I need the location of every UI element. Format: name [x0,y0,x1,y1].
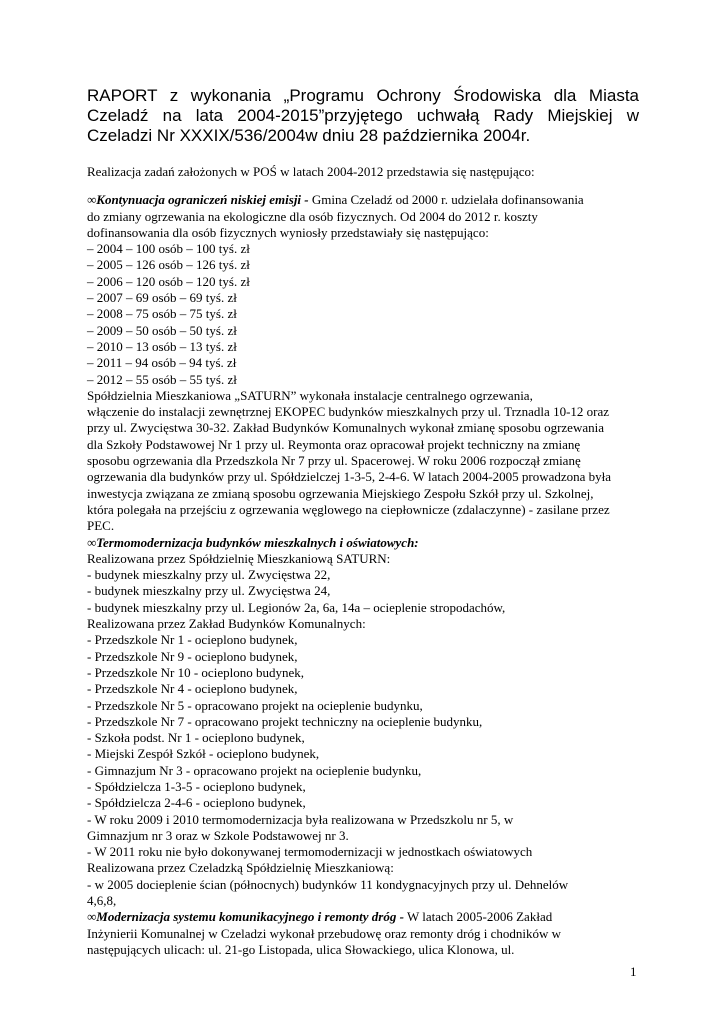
section-2-line: - Gimnazjum Nr 3 - opracowano projekt na ocieplenie budynku, [87,762,422,778]
saturn-paragraph-line: PEC. [87,518,115,534]
section-1-heading: ∞Kontynuacja ograniczeń niskiej emisji - [87,192,309,208]
section-2-line: - budynek mieszkalny przy ul. Legionów 2a, 6a, 14a – ocieplenie stropodachów, [87,599,506,615]
report-title [87,86,639,146]
section-2-line: - Spółdzielcza 2-4-6 - ocieplono budynek, [87,795,306,811]
section-2-line: - Przedszkole Nr 10 - ocieplono budynek, [87,664,304,680]
section-2-line: - Przedszkole Nr 4 - ocieplono budynek, [87,681,298,697]
section-3-first-line [87,909,647,925]
funding-item: – 2008 – 75 osób – 75 tyś. zł [87,306,237,322]
funding-item: – 2009 – 50 osób – 50 tyś. zł [87,322,237,338]
section-3-heading: ∞Modernizacja systemu komunikacyjnego i remonty dróg - [87,909,404,925]
section-2-line: - W 2011 roku nie było dokonywanej termomodernizacji w jednostkach oświatowych [87,844,533,860]
section-2-line: - Przedszkole Nr 1 - ocieplono budynek, [87,632,298,648]
section-2-heading: ∞Termomodernizacja budynków mieszkalnych i oświatowych: [87,534,419,550]
funding-item: – 2010 – 13 osób – 13 tyś. zł [87,338,237,354]
section-2-line: 4,6,8, [87,893,117,909]
funding-item: – 2005 – 126 osób – 126 tyś. zł [87,257,250,273]
title-line-2: Czeladź na lata 2004-2015”przyjętego uchwałą Rady Miejskiej w [87,106,639,125]
section-1-line-2: do zmiany ogrzewania na ekologiczne dla osób fizycznych. Od 2004 do 2012 r. koszty [87,208,538,224]
funding-item: – 2004 – 100 osób – 100 tyś. zł [87,241,250,257]
section-2-line: - W roku 2009 i 2010 termomodernizacja była realizowana w Przedszkolu nr 5, w [87,811,514,827]
saturn-paragraph-line: która polegała na przejściu z ogrzewania węglowego na ciepłownicze (zdalaczynne) - zasilane przez [87,501,610,517]
saturn-paragraph-line: włączenie do instalacji zewnętrznej EKOPEC budynków mieszkalnych przy ul. Trznadla 10-12 oraz [87,404,610,420]
section-2-line: Realizowana przez Zakład Budynków Komunalnych: [87,616,366,632]
funding-item: – 2011 – 94 osób – 94 tyś. zł [87,355,237,371]
title-line-1: RAPORT z wykonania „Programu Ochrony Środowiska dla Miasta [87,86,639,105]
section-2-line: - budynek mieszkalny przy ul. Zwycięstwa 24, [87,583,331,599]
title-line-3: Czeladzi Nr XXXIX/536/2004w dniu 28 października 2004r. [87,126,531,145]
section-2-line: - Przedszkole Nr 7 - opracowano projekt techniczny na ocieplenie budynku, [87,713,483,729]
section-2-line: - Miejski Zespół Szkół - ocieplono budynek, [87,746,320,762]
section-3-line: następujących ulicach: ul. 21-go Listopada, ulica Słowackiego, ulica Klonowa, ul. [87,941,515,957]
section-1-line-3: dofinansowania dla osób fizycznych wyniosły przedstawiały się następująco: [87,224,489,240]
section-2-line: - w 2005 docieplenie ścian (północnych) budynków 11 kondygnacyjnych przy ul. Dehnelów [87,876,569,892]
section-2-line: - Szkoła podst. Nr 1 - ocieplono budynek, [87,730,305,746]
saturn-paragraph-line: dla Szkoły Podstawowej Nr 1 przy ul. Reymonta oraz opracował projekt techniczny na zmianę [87,436,581,452]
page-number: 1 [630,964,637,979]
funding-item: – 2006 – 120 osób – 120 tyś. zł [87,273,250,289]
intro-paragraph: Realizacja zadań założonych w POŚ w latach 2004-2012 przedstawia się następująco: [87,164,535,179]
funding-item: – 2012 – 55 osób – 55 tyś. zł [87,371,237,387]
funding-item: – 2007 – 69 osób – 69 tyś. zł [87,290,237,306]
saturn-paragraph-line: inwestycja związana ze zmianą sposobu ogrzewania Miejskiego Zespołu Szkół przy ul. Szkolnej, [87,485,594,501]
saturn-paragraph-line: ogrzewania dla budynków przy ul. Spółdzielczej 1-3-5, 2-4-6. W latach 2004-2005 prowadzona była [87,469,612,485]
section-1-line-1-text: Gmina Czeladź od 2000 r. udzielała dofinansowania [308,192,584,208]
section-2-line: - budynek mieszkalny przy ul. Zwycięstwa 22, [87,567,331,583]
report-body [87,164,647,958]
saturn-paragraph-line: Spółdzielnia Mieszkaniowa „SATURN” wykonała instalacje centralnego ogrzewania, [87,387,533,403]
section-3-line-1-text: W latach 2005-2006 Zakład [403,909,553,925]
section-3-line: Inżynierii Komunalnej w Czeladzi wykonał przebudowę oraz remonty dróg i chodników w [87,925,561,941]
section-2-line: - Przedszkole Nr 5 - opracowano projekt na ocieplenie budynku, [87,697,423,713]
section-2-line: Realizowana przez Czeladzką Spółdzielnię Mieszkaniową: [87,860,394,876]
saturn-paragraph-line: sposobu ogrzewania dla Przedszkola Nr 7 przy ul. Spacerowej. W roku 2006 rozpoczął zmianę [87,453,581,469]
section-1-first-line [87,192,647,208]
section-2-line: Gimnazjum nr 3 oraz w Szkole Podstawowej nr 3. [87,827,349,843]
saturn-paragraph-line: przy ul. Zwycięstwa 30-32. Zakład Budynków Komunalnych wykonał zmianę sposobu ogrzewania [87,420,604,436]
section-2-line: - Przedszkole Nr 9 - ocieplono budynek, [87,648,298,664]
section-2-line: Realizowana przez Spółdzielnię Mieszkaniową SATURN: [87,550,391,566]
section-2-line: - Spółdzielcza 1-3-5 - ocieplono budynek, [87,778,306,794]
